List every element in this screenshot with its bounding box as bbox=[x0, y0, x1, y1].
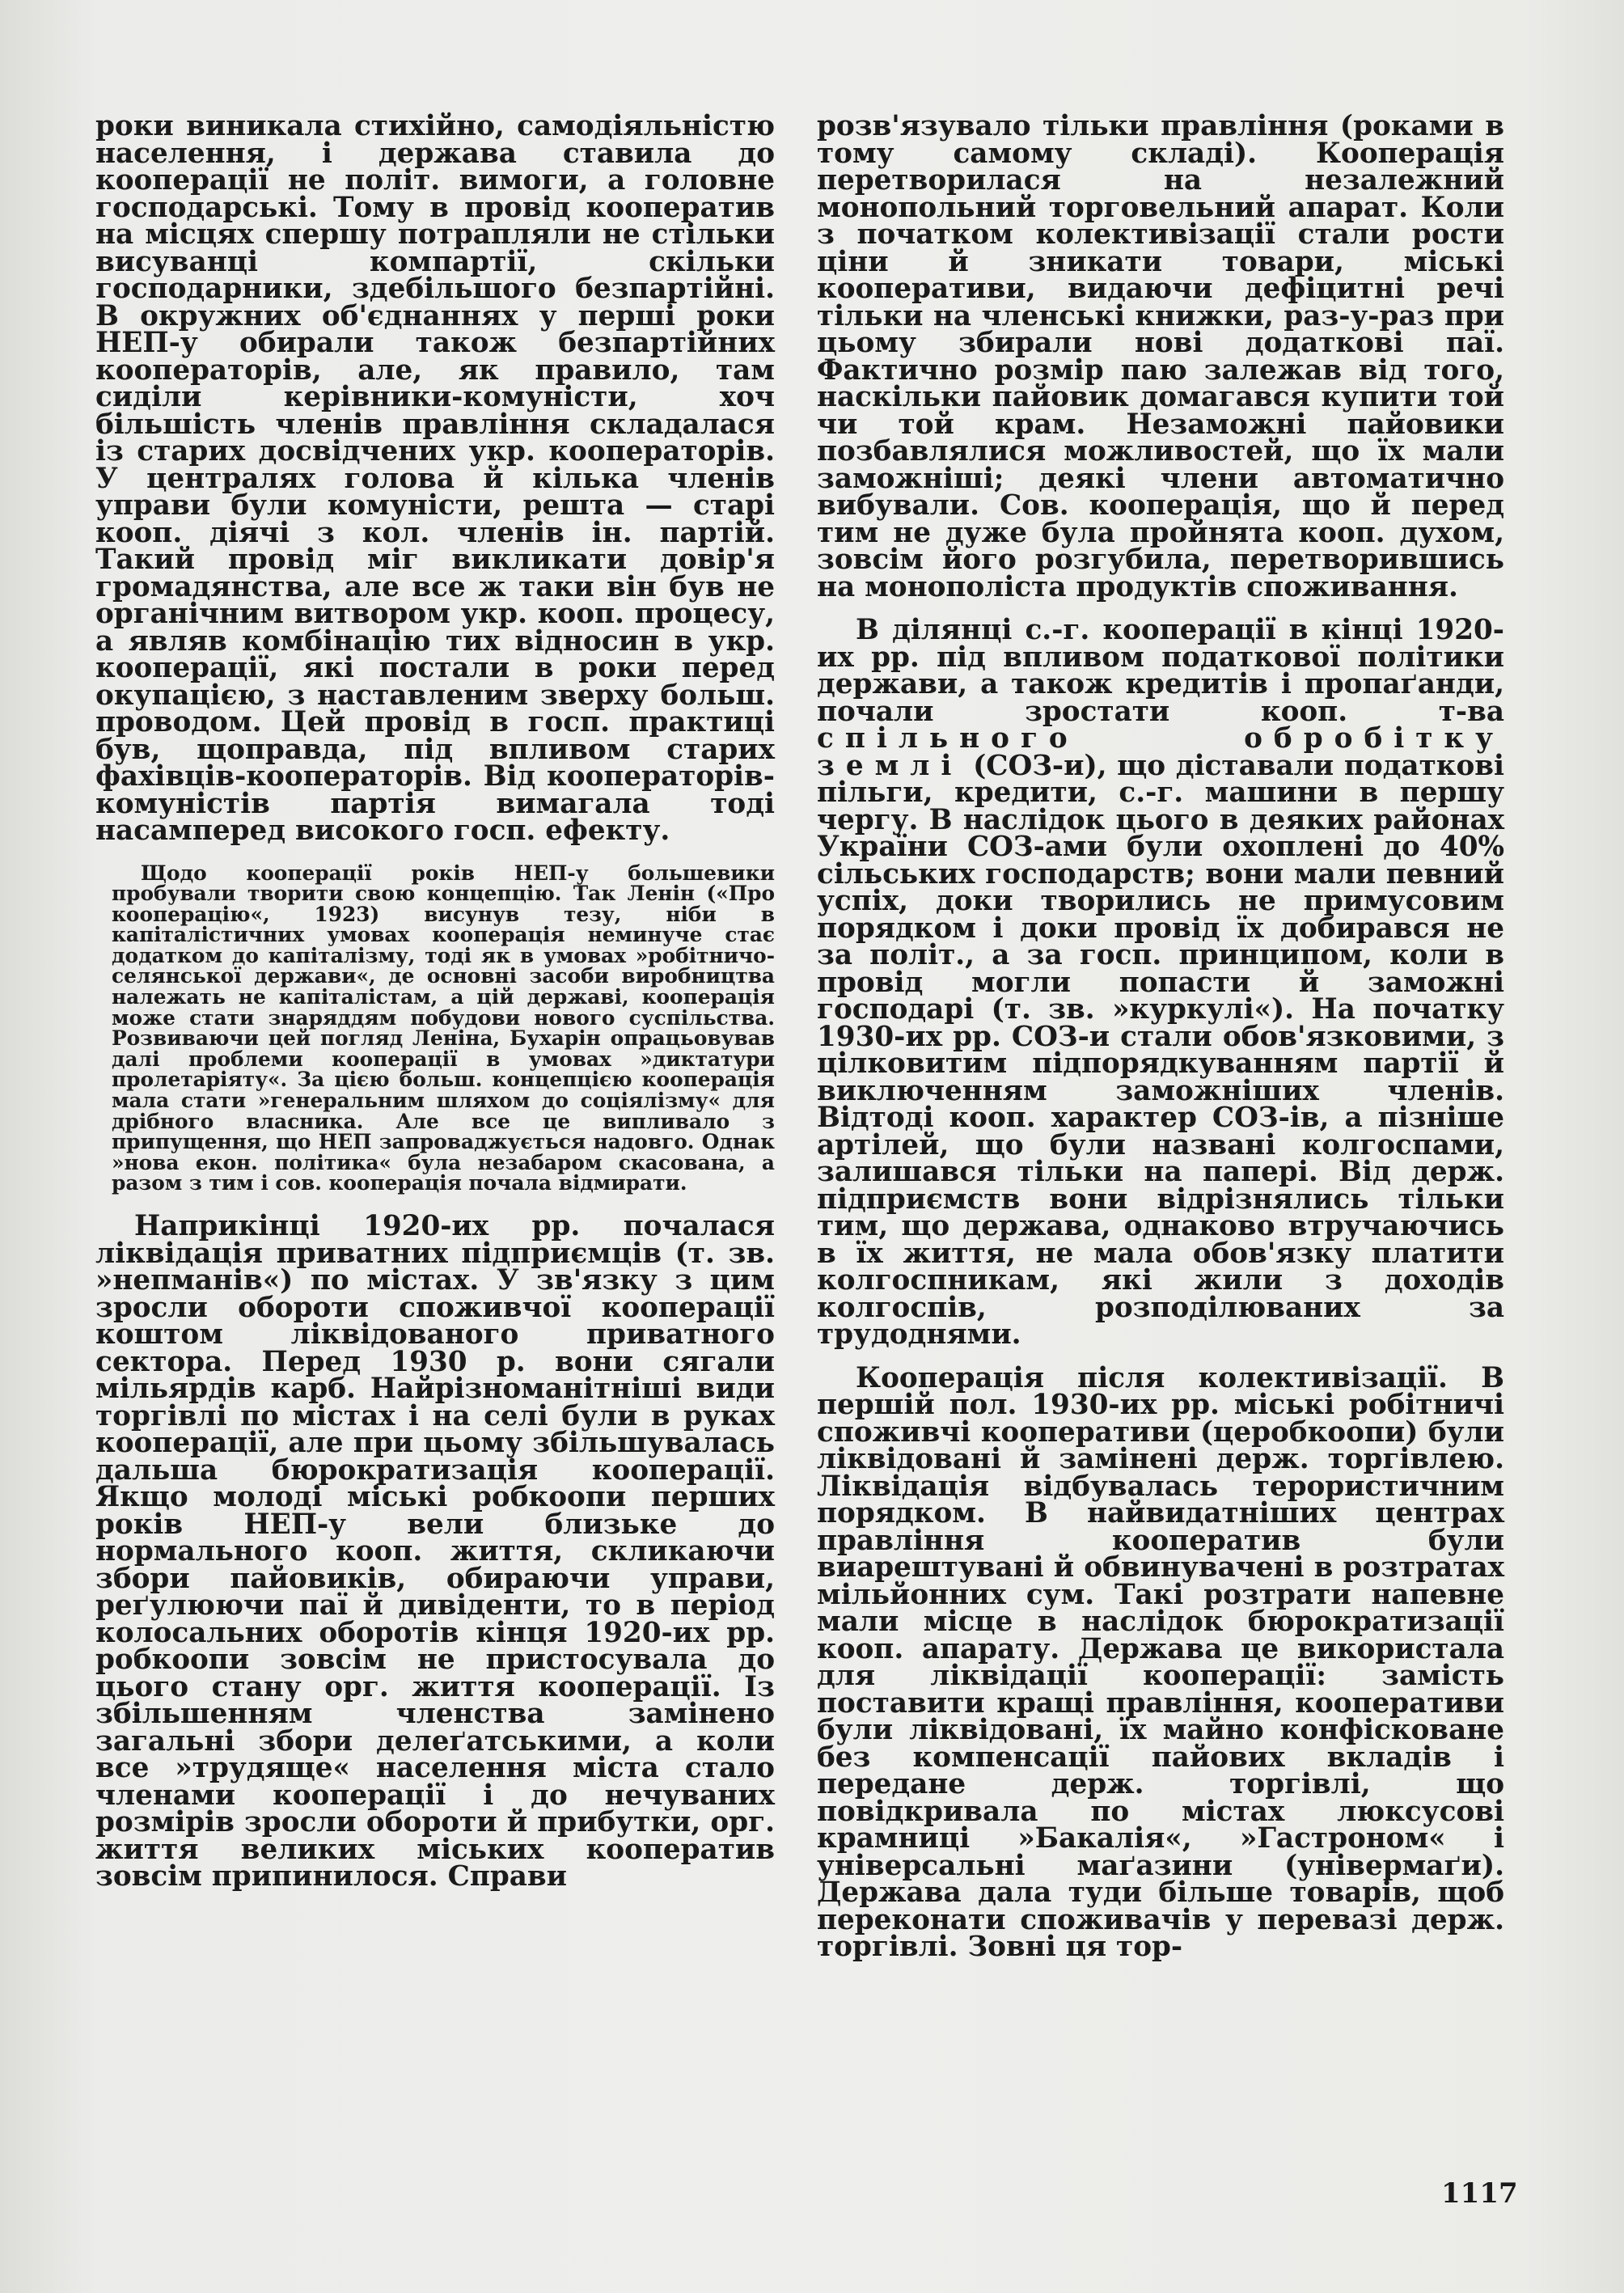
right-paragraph-2-start: В ділянці с.-г. кооперації в кінці 1920-их рр. під впливом податкової політики держави, а також кредитів і пропаґанди, почали зростати кооп. т-ва bbox=[817, 614, 1504, 728]
right-paragraph-3-body: В першій пол. 1930-их рр. міські робітничі споживчі кооперативи (церобкоопи) були ліквідовані й замінені держ. торгівлею. Ліквідація відбувалась терористичним порядком. В найвидатніших центрах правління кооператив були виарештувані й обвинувачені в розтратах мільйонних сум. Такі розтрати напевне мали місце в наслідок бюрократизації кооп. апарату. Держава це використала для ліквідації кооперації: замість поставити кращі правління, кооперативи були ліквідовані, їх майно конфісковане без компенсації пайових вкладів і передане держ. торгівлі, що повідкривала по містах люксусові крамниці »Бакалія«, »Гастроном« і універсальні маґазини (універмаґи). Держава дала туди більше товарів, щоб переконати споживачів у перевазі держ. торгівлі. Зовні ця тор- bbox=[817, 1361, 1504, 1963]
section-heading: Кооперація після колективізації. bbox=[856, 1361, 1448, 1394]
left-paragraph-3: Наприкінці 1920-их рр. почалася ліквідація приватних підприємців (т. зв. »непманів«) по містах. У зв'язку з цим зросли обороти споживчої кооперації коштом ліквідованого приватного сектора. Перед 1930 р. вони сягали мільярдів карб. Найрізноманітніші види торгівлі по містах і на селі були в руках кооперації, але при цьому збільшувалась дальша бюрократизація кооперації. Якщо молоді міські робкоопи перших років НЕП-у вели близьке до нормального кооп. життя, скликаючи збори пайовиків, обираючи управи, реґулюючи паї й дивіденти, то в період колосальних оборотів кінця 1920-их рр. робкоопи зовсім не пристосувала до цього стану орг. життя кооперації. Із збільшенням членства замінено загальні збори делеґатськими, а коли все »трудяще« населення міста стало членами кооперації і до нечуваних розмірів зросли обороти й прибутки, орг. життя великих міських кооператив зовсім припинилося. Справи bbox=[95, 1210, 775, 1893]
page-number: 1117 bbox=[1441, 2177, 1518, 2210]
spaced-term: спільного обробітку землі bbox=[817, 722, 1504, 782]
left-column bbox=[95, 110, 775, 1893]
left-paragraph-1: роки виникала стихійно, самодіяльністю населення, і держава ставила до кооперації не політ. вимоги, а головне господарські. Тому в провід кооператив на місцях спершу потрапляли не стільки висуванці компартії, скільки господарники, здебільшого безпартійні. В окружних об'єднаннях у перші роки НЕП-у обирали також безпартійних кооператорів, але, як правило, там сиділи керівники-комуністи, хоч більшість членів правління складалася із старих досвідчених укр. кооператорів. У централях голова й кілька членів управи були комуністи, решта — старі кооп. діячі з кол. членів ін. партій. Такий провід міг викликати довір'я громадянства, але все ж таки він був не органічним витвором укр. кооп. процесу, а являв комбінацію тих відносин в укр. кооперації, які постали в роки перед окупацією, з наставленим зверху больш. проводом. Цей провід в госп. практиці був, щоправда, під впливом старих фахівців-кооператорів. Від кооператорів-комуністів партія вимагала тоді насамперед високого госп. ефекту. bbox=[95, 110, 775, 847]
right-paragraph-1: розв'язувало тільки правління (роками в тому самому складі). Кооперація перетворилася на незалежний монопольний торговельний апарат. Коли з початком колективізації стали рости ціни й зникати товари, міські кооперативи, видаючи дефіцитні речі тільки на членські книжки, раз-у-раз при цьому збирали нові додаткові паї. Фактично розмір паю залежав від того, наскільки пайовик домагався купити той чи той крам. Незаможні пайовики позбавлялися можливостей, що їх мали заможніші; деякі члени автоматично вибували. Сов. кооперація, що й перед тим не дуже була пройнята кооп. духом, зовсім його розгубила, перетворившись на монополіста продуктів споживання. bbox=[817, 110, 1504, 603]
right-column bbox=[817, 110, 1504, 1963]
right-paragraph-3 bbox=[817, 1361, 1504, 1963]
right-paragraph-2 bbox=[817, 614, 1504, 1351]
left-small-print-paragraph: Щодо кооперації років НЕП-у большевики пробували творити свою концепцію. Так Ленін («Про кооперацію«, 1923) висунув тезу, ніби в капіталістичних умовах кооперація неминуче стає додатком до капіталізму, тоді як в умовах »робітничо-селянської держави«, де основні засоби виробництва належать не капіталістам, а цій державі, кооперація може стати знаряддям побудови нового суспільства. Розвиваючи цей погляд Леніна, Бухарін опрацьовував далі проблеми кооперації в умовах »диктатури пролетаріяту«. За цією больш. концепцією кооперація мала стати »генеральним шляхом до соціялізму« для дрібного власника. Але все це випливало з припущення, що НЕП запроваджується надовго. Однак »нова екон. політика« була незабаром скасована, а разом з тим і сов. кооперація почала відмирати. bbox=[112, 861, 775, 1195]
right-paragraph-2-end: (СОЗ-и), що діставали податкові пільги, кредити, с.-г. машини в першу чергу. В наслідок цього в деяких районах України СОЗ-ами були охоплені до 40% сільських господарств; вони мали певний успіх, доки творились не примусовим порядком і доки провід їх добирався не за політ., а за госп. принципом, коли в провід могли попасти й заможні господарі (т. зв. »куркулі«). На початку 1930-их рр. СОЗ-и стали обов'язковими, з цілковитим підпорядкуванням партії й виключенням заможніших членів. Відтоді кооп. характер СОЗ-ів, а пізніше артілей, що були названі колгоспами, залишався тільки на папері. Від держ. підприємств вони відрізнялись тільки тим, що держава, однаково втручаючись в їх життя, не мала обов'язку платити колгоспникам, які жили з доходів колгоспів, розподілюваних за трудоднями. bbox=[817, 749, 1504, 1351]
